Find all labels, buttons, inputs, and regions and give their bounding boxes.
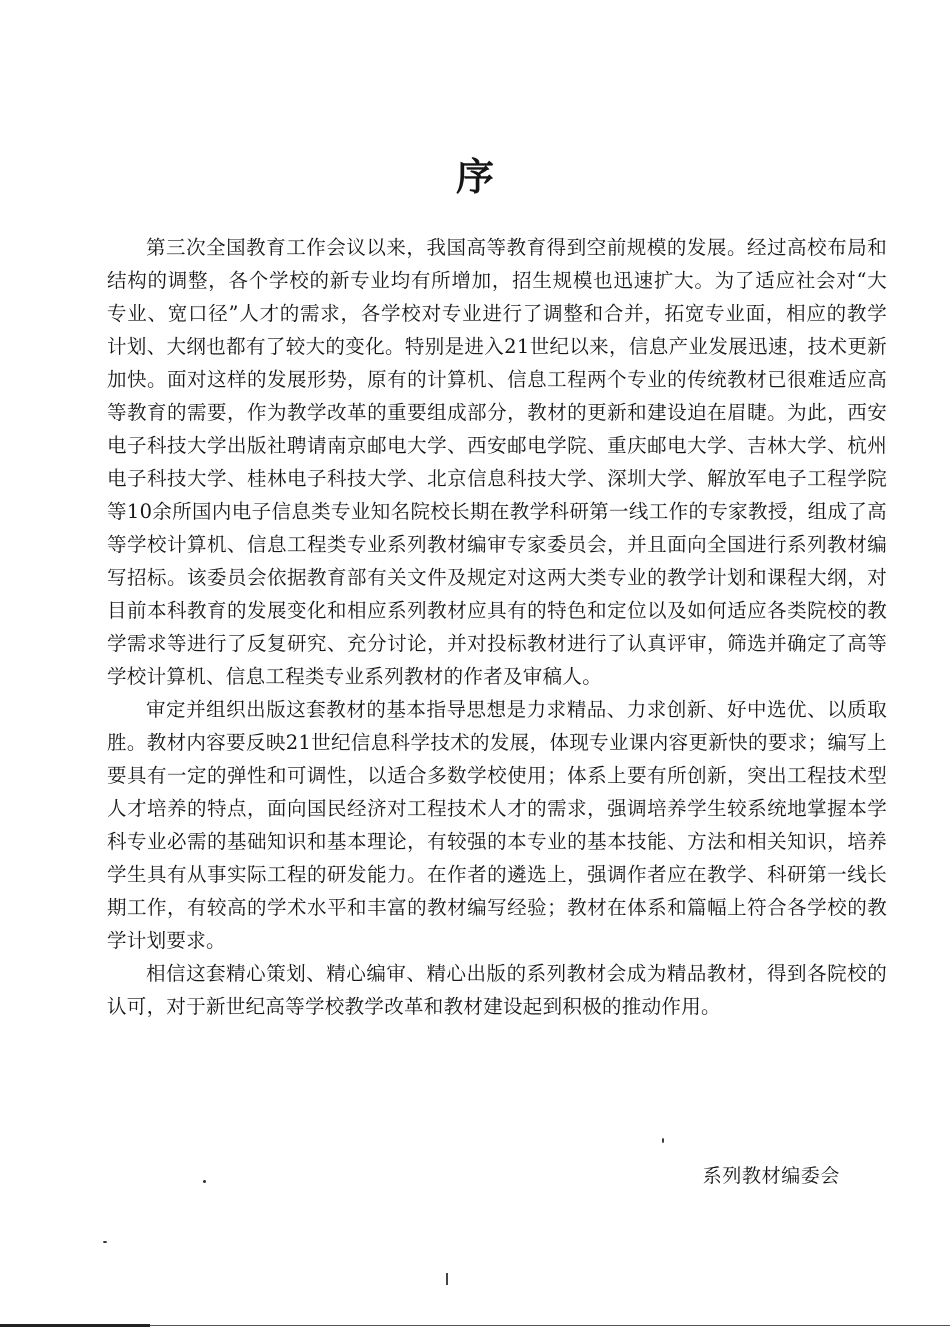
signature: 系列教材编委会 (702, 1165, 840, 1187)
paragraph-1: 第三次全国教育工作会议以来，我国高等教育得到空前规模的发展。经过高校布局和结构的调整，各个学校的新专业均有所增加，招生规模也迅速扩大。为了适应社会对“大专业、宽口径”人才的需求，各学校对专业进行了调整和合并，拓宽专业面，相应的教学计划、大纲也都有了较大的变化。特别是进入21世纪以来，信息产业发展迅速，技术更新加快。面对这样的发展形势，原有的计算机、信息工程两个专业的传统教材已很难适应高等教育的需要，作为教学改革的重要组成部分，教材的更新和建设迫在眉睫。为此，西安电子科技大学出版社聘请南京邮电大学、西安邮电学院、重庆邮电大学、吉林大学、杭州电子科技大学、桂林电子科技大学、北京信息科技大学、深圳大学、解放军电子工程学院等10余所国内电子信息类专业知名院校长期在教学科研第一线工作的专家教授，组成了高等学校计算机、信息工程类专业系列教材编审专家委员会，并且面向全国进行系列教材编写招标。该委员会依据教育部有关文件及规定对这两大类专业的教学计划和课程大纲，对目前本科教育的发展变化和相应系列教材应具有的特色和定位以及如何适应各类院校的教学需求等进行了反复研究、充分讨论，并对投标教材进行了认真评审，筛选并确定了高等学校计算机、信息工程类专业系列教材的作者及审稿人。 (107, 236, 887, 688)
paragraph-3: 相信这套精心策划、精心编审、精心出版的系列教材会成为精品教材，得到各院校的认可，对于新世纪高等学校教学改革和教材建设起到积极的推动作用。 (107, 962, 887, 1018)
scan-speck (103, 1241, 107, 1243)
scan-speck (662, 1138, 664, 1143)
scan-speck (203, 1180, 206, 1183)
scan-mark (446, 1273, 448, 1285)
page-edge-line (0, 1324, 150, 1327)
paragraph-2: 审定并组织出版这套教材的基本指导思想是力求精品、力求创新、好中选优、以质取胜。教材内容要反映21世纪信息科学技术的发展，体现专业课内容更新快的要求；编写上要具有一定的弹性和可调性，以适合多数学校使用；体系上要有所创新，突出工程技术型人才培养的特点，面向国民经济对工程技术人才的需求，强调培养学生较系统地掌握本学科专业必需的基础知识和基本理论，有较强的本专业的基本技能、方法和相关知识，培养学生具有从事实际工程的研发能力。在作者的遴选上，强调作者应在教学、科研第一线长期工作，有较高的学术水平和丰富的教材编写经验；教材在体系和篇幅上符合各学校的教学计划要求。 (107, 698, 887, 952)
preface-body (107, 231, 887, 1023)
page-title: 序 (455, 154, 494, 199)
page-edge-line-thin (150, 1325, 950, 1326)
